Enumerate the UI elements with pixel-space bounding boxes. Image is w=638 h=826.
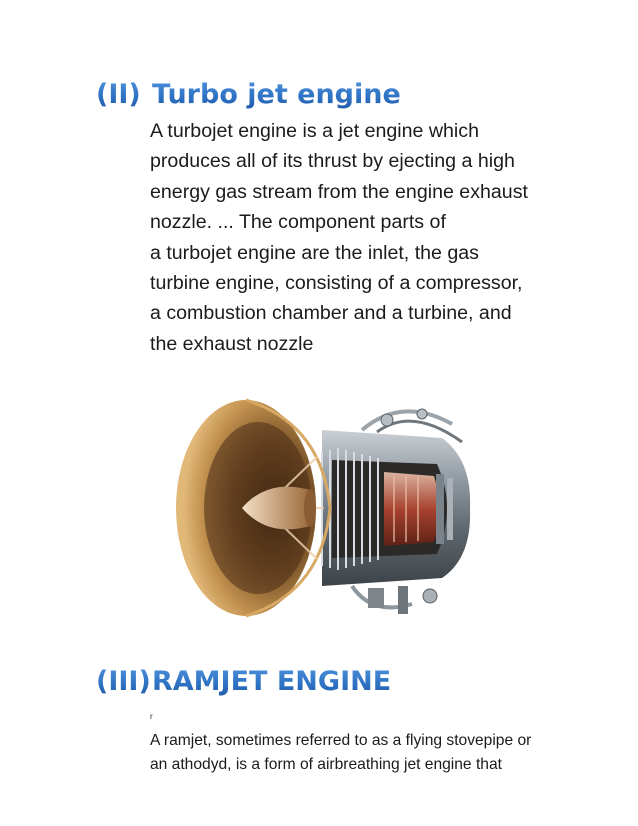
stray-mark: r [150,712,153,721]
paragraph-line: produces all of its thrust by ejecting a high [150,150,515,173]
ramjet-description [150,703,590,777]
section-heading-ramjet [96,666,391,698]
paragraph-line: an athodyd, is a form of airbreathing jet engine that [150,756,502,773]
section-title: Turbo jet engine [152,79,401,110]
paragraph-line: the exhaust nozzle [150,332,314,355]
paragraph-line [150,703,590,753]
section-number: (III) [96,666,151,697]
section-title: RAMJET ENGINE [152,666,392,697]
paragraph-line-text: A ramjet, sometimes referred to as a flying stovepipe or [150,732,532,749]
paragraph-line: a combustion chamber and a turbine, and [150,302,512,325]
turbojet-engine-cutaway-icon [172,390,486,628]
paragraph-line: A turbojet engine is a jet engine which [150,120,479,142]
paragraph-line: nozzle. ... The component parts of [150,211,446,234]
section-heading-turbojet [96,79,401,111]
paragraph-line: a turbojet engine are the inlet, the gas [150,241,479,264]
section-number: (II) [96,79,141,110]
turbojet-description [150,116,570,359]
paragraph-line: energy gas stream from the engine exhaust [150,180,528,203]
paragraph-line: turbine engine, consisting of a compressor, [150,272,523,295]
